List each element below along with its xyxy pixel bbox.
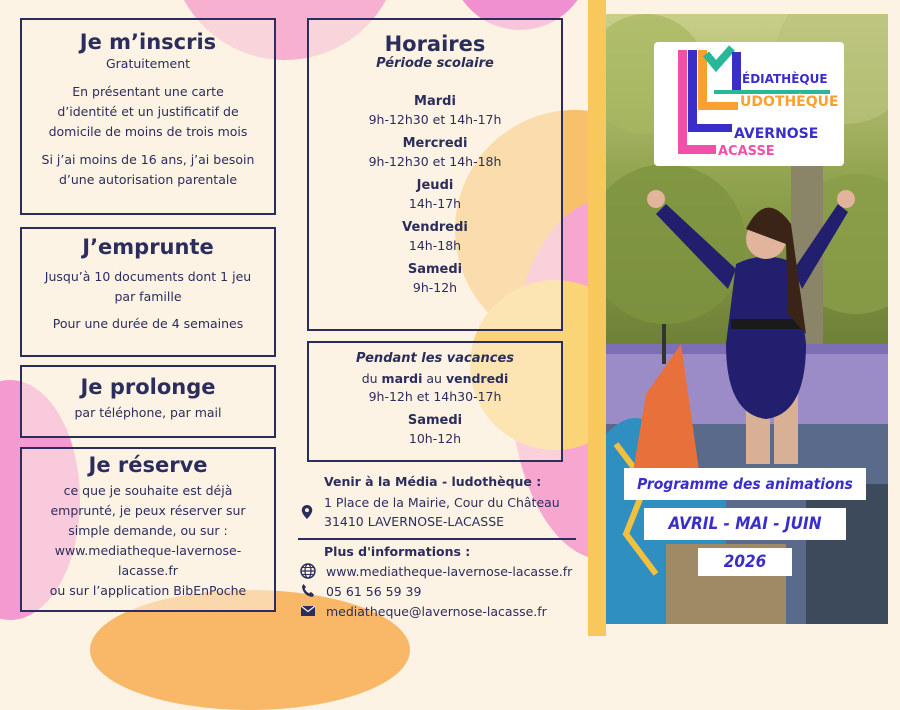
- day-hours: 9h-12h: [412, 280, 458, 295]
- info-divider: [298, 538, 576, 540]
- inscris-para3-2: d’une autorisation parentale: [58, 172, 238, 187]
- contact-heading: Plus d'informations :: [324, 544, 471, 559]
- mail-icon: [300, 603, 316, 619]
- emprunte-box: [20, 227, 276, 357]
- globe-icon: [300, 563, 316, 579]
- yellow-stripe: [588, 0, 606, 636]
- day-label: Vendredi: [402, 220, 468, 235]
- mediatheque-logo: [654, 42, 844, 166]
- map-pin-icon: [300, 502, 314, 522]
- venir-heading: Venir à la Média - ludothèque :: [324, 474, 542, 489]
- prolonge-box: [20, 365, 276, 438]
- reserve-line1: ce que je souhaite est déjà: [63, 483, 233, 498]
- logo-line4: ACASSE: [718, 144, 775, 159]
- emprunte-para1-2: par famille: [114, 289, 182, 304]
- reserve-url-part1[interactable]: www.mediatheque-lavernose-: [54, 543, 242, 558]
- prolonge-text: par téléphone, par mail: [74, 405, 222, 420]
- horaires-day-mercredi: [309, 135, 561, 171]
- horaires-day-vendredi: [309, 219, 561, 255]
- vacances-box: [307, 341, 563, 462]
- contact-email[interactable]: mediatheque@lavernose-lacasse.fr: [326, 603, 547, 619]
- day-hours: 14h-18h: [408, 238, 462, 253]
- phone-icon: [300, 583, 316, 599]
- contact-section: [300, 544, 580, 621]
- horaires-day-jeudi: [309, 177, 561, 213]
- contact-email-row: [300, 601, 580, 621]
- inscris-para3-1: Si j’ai moins de 16 ans, j’ai besoin: [41, 152, 255, 167]
- horaires-box: [307, 18, 563, 331]
- reserve-url-part2[interactable]: lacasse.fr: [118, 563, 178, 578]
- reserve-line6: ou sur l’application BibEnPoche: [49, 583, 247, 598]
- reserve-box: [20, 447, 276, 612]
- day-label: Jeudi: [416, 178, 454, 193]
- contact-web-row: [300, 561, 580, 581]
- venir-address2: 31410 LAVERNOSE-LACASSE: [324, 514, 505, 529]
- inscris-box: [20, 18, 276, 215]
- venir-section: [300, 474, 580, 531]
- horaires-day-samedi: [309, 261, 561, 297]
- day-hours: 14h-17h: [408, 196, 462, 211]
- inscris-para2-3: domicile de moins de trois mois: [48, 124, 248, 139]
- contact-web-link[interactable]: www.mediatheque-lavernose-lacasse.fr: [326, 563, 573, 579]
- day-hours: 9h-12h30 et 14h-18h: [368, 154, 502, 169]
- vacances-days-line: [309, 370, 561, 388]
- vacances-hours1: 9h-12h et 14h30-17h: [368, 389, 502, 404]
- day-label: Mardi: [414, 94, 456, 109]
- reserve-title: Je réserve: [88, 453, 208, 477]
- logo-line3: AVERNOSE: [734, 126, 819, 142]
- venir-address1: 1 Place de la Mairie, Cour du Château: [324, 495, 560, 510]
- emprunte-title: J’emprunte: [82, 235, 214, 259]
- vacances-title: Pendant les vacances: [355, 351, 515, 366]
- inscris-para2-2: d’identité et un justificatif de: [57, 104, 239, 119]
- programme-year: 2026: [698, 548, 792, 576]
- day-hours: 9h-12h30 et 14h-17h: [368, 112, 502, 127]
- horaires-day-mardi: [309, 93, 561, 129]
- inscris-title: Je m’inscris: [79, 30, 217, 54]
- logo-line1: ÉDIATHÈQUE: [742, 72, 828, 86]
- vacances-mid: au: [422, 371, 446, 386]
- vacances-end-day: vendredi: [445, 371, 509, 386]
- contact-phone[interactable]: 05 61 56 59 39: [326, 583, 422, 599]
- emprunte-para2: Pour une durée de 4 semaines: [52, 316, 244, 331]
- vacances-pre: du: [361, 371, 382, 386]
- reserve-line3: simple demande, ou sur :: [68, 523, 228, 538]
- day-label: Mercredi: [402, 136, 468, 151]
- inscris-line1: Gratuitement: [105, 56, 191, 71]
- logo-line2: UDOTHÈQUE: [740, 94, 839, 110]
- emprunte-para1-1: Jusqu’à 10 documents dont 1 jeu: [44, 269, 252, 284]
- contact-phone-row: [300, 581, 580, 601]
- horaires-subtitle: Période scolaire: [376, 56, 494, 71]
- programme-months: AVRIL - MAI - JUIN: [644, 508, 846, 540]
- horaires-title: Horaires: [384, 32, 486, 56]
- day-label: Samedi: [407, 262, 463, 277]
- vacances-samedi: Samedi: [407, 413, 463, 428]
- vacances-start-day: mardi: [381, 371, 423, 386]
- vacances-hours2: 10h-12h: [408, 431, 462, 446]
- programme-title: Programme des animations: [624, 468, 866, 500]
- prolonge-title: Je prolonge: [80, 375, 216, 399]
- reserve-line2: emprunté, je peux réserver sur: [50, 503, 246, 518]
- inscris-para2-1: En présentant une carte: [72, 84, 224, 99]
